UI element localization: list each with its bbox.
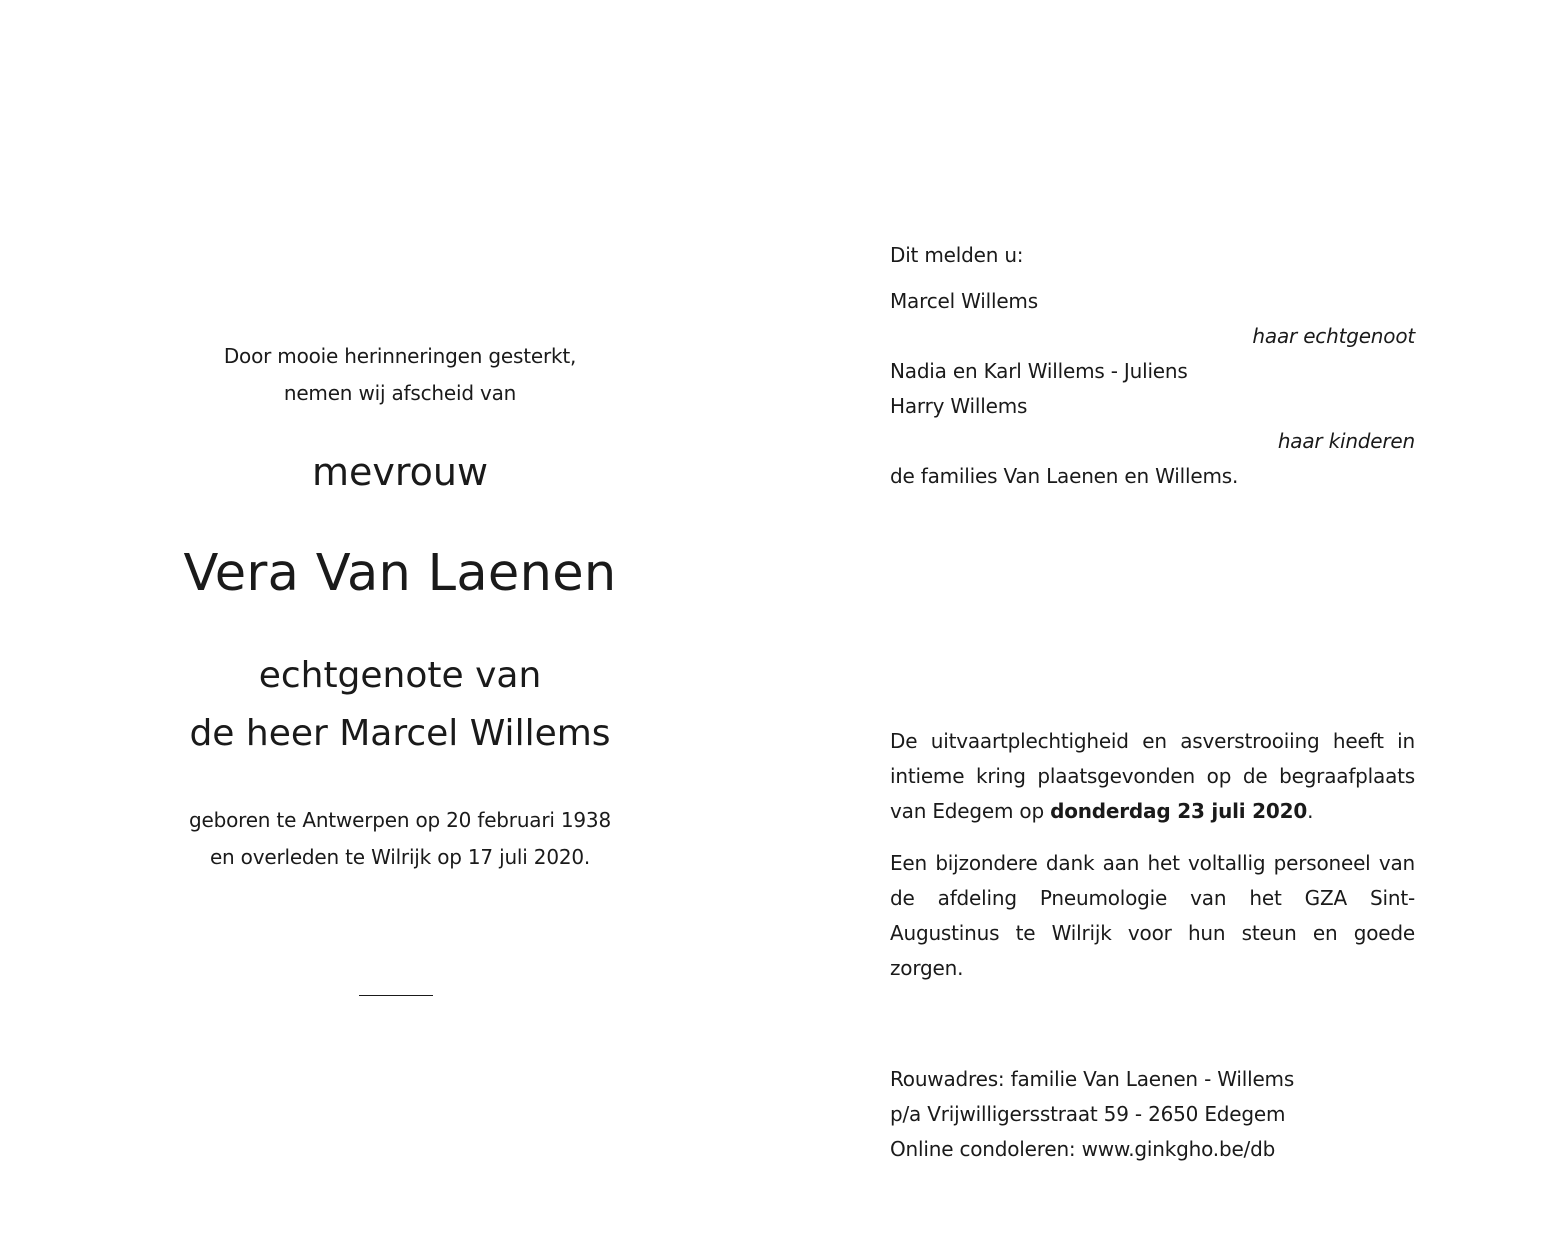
thanks-paragraph: Een bijzondere dank aan het voltallig personeel van de afdeling Pneumologie van het GZA Sint-Augustinus te Wilrijk voor hun steun en goede zorgen. — [890, 851, 1415, 980]
deceased-name: Vera Van Laenen — [183, 544, 617, 603]
spouse-line: echtgenote van — [258, 655, 542, 696]
divider-line — [359, 995, 433, 996]
families-line: de families Van Laenen en Willems. — [890, 464, 1239, 488]
intro-text — [100, 338, 700, 412]
condolence-line: Online condoleren: www.ginkgho.be/db — [890, 1137, 1276, 1161]
spouse-relation: haar echtgenoot — [1252, 324, 1415, 348]
child-name: Nadia en Karl Willems - Juliens — [890, 359, 1188, 383]
ceremony-date: donderdag 23 juli 2020 — [1050, 799, 1308, 823]
intro-line: Door mooie herinneringen gesterkt, — [223, 344, 577, 368]
children-relation: haar kinderen — [1277, 429, 1415, 453]
intro-line: nemen wij afscheid van — [283, 381, 517, 405]
death-line: en overleden te Wilrijk op 17 juli 2020. — [209, 845, 591, 869]
ceremony-text: De uitvaartplechtigheid en asverstrooiing heeft in intieme kring plaatsgevonden op de begraafplaats van Edegem op — [890, 729, 1415, 823]
honorific-title: mevrouw — [311, 450, 489, 494]
spouse-statement — [100, 647, 700, 763]
spouse-name: Marcel Willems — [890, 289, 1038, 313]
spouse-line: de heer Marcel Willems — [189, 713, 611, 754]
ceremony-text-end: . — [1307, 799, 1314, 823]
announcement-block — [890, 238, 1415, 494]
address-block — [890, 1062, 1415, 1167]
life-dates — [100, 802, 700, 876]
address-line: p/a Vrijwilligersstraat 59 - 2650 Edegem — [890, 1102, 1286, 1126]
announcement-heading: Dit melden u: — [890, 243, 1024, 267]
child-name: Harry Willems — [890, 394, 1028, 418]
address-line: Rouwadres: familie Van Laenen - Willems — [890, 1067, 1295, 1091]
ceremony-paragraph — [890, 724, 1415, 829]
ceremony-block — [890, 724, 1415, 986]
birth-line: geboren te Antwerpen op 20 februari 1938 — [188, 808, 611, 832]
